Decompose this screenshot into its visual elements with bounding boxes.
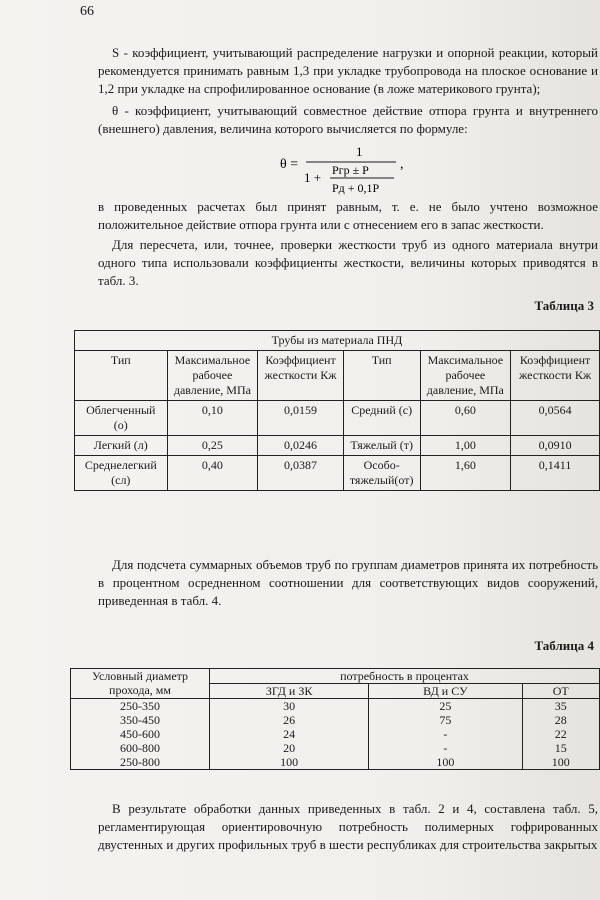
table4-cell: 28	[522, 713, 599, 727]
table4-cell: 26	[210, 713, 369, 727]
table4-caption: Таблица 4	[534, 638, 594, 653]
table4-subheader-cell: ВД и СУ	[369, 684, 522, 699]
table-4	[70, 668, 600, 770]
table4-cell: 35	[522, 699, 599, 714]
table-row	[75, 401, 600, 436]
table-row	[71, 755, 600, 770]
table-row	[71, 699, 600, 714]
table3-cell: Особо-тяжелый(от)	[343, 456, 420, 491]
table4-cell: 450-600	[71, 727, 210, 741]
table4-cell: 100	[522, 755, 599, 770]
paragraph-s-coefficient: S - коэффициент, учитывающий распределение нагрузки и опорной реакции, который рекомендуется принимать равным 1,3 при укладке трубопровода на плоское основание и 1,2 при укладке на спрофилированное основание (в ложе материкового грунта);	[98, 45, 598, 96]
table4-subheader-cell: ЗГД и ЗК	[210, 684, 369, 699]
table4-cell: -	[369, 727, 522, 741]
formula-inner-denominator: Pд + 0,1P	[332, 181, 380, 195]
table4-cell: 100	[369, 755, 522, 770]
table3-cell: Легкий (л)	[75, 436, 168, 456]
table4-cell: 25	[369, 699, 522, 714]
table4-cell: 350-450	[71, 713, 210, 727]
table3-cell: Средний (с)	[343, 401, 420, 436]
page-number: 66	[80, 4, 94, 19]
table4-cell: 20	[210, 741, 369, 755]
formula-trailing: ,	[400, 157, 404, 172]
table4-cell: 75	[369, 713, 522, 727]
table4-cell: 600-800	[71, 741, 210, 755]
formula-lhs: θ =	[280, 157, 299, 172]
table3-header-cell: Максимальное рабочее давление, МПа	[167, 351, 258, 401]
table3-cell: 0,0910	[511, 436, 600, 456]
table3-cell: 0,10	[167, 401, 258, 436]
table3-cell: 1,60	[420, 456, 511, 491]
table-row	[71, 727, 600, 741]
table3-header-row	[75, 351, 600, 401]
table3-cell: 0,40	[167, 456, 258, 491]
table3-cell: 0,25	[167, 436, 258, 456]
table3-cell: Облегченный (о)	[75, 401, 168, 436]
formula-inner-numerator: Pгр ± P	[332, 163, 369, 177]
table4-cell: 22	[522, 727, 599, 741]
table-row	[71, 741, 600, 755]
paragraph-recalc: Для пересчета, или, точнее, проверки жесткости труб из одного материала внутри одного типа использовали коэффициенты жесткости, величины которых приводятся в табл. 3.	[98, 237, 598, 288]
paragraph-after-formula: в проведенных расчетах был принят равным, т. е. не было учтено возможное положительное действие отпора грунта или с отнесением его в запас жесткости.	[98, 199, 598, 232]
table4-cell: 15	[522, 741, 599, 755]
table4-cell: 24	[210, 727, 369, 741]
paragraph-theta-coefficient: θ - коэффициент, учитывающий совместное действие отпора грунта и внутреннего (внешнего) давления, величина которого вычисляется по формуле:	[98, 103, 598, 136]
formula-numerator: 1	[356, 144, 363, 159]
formula-denominator-prefix: 1 +	[304, 170, 322, 185]
table3-cell: 0,60	[420, 401, 511, 436]
table3-cell: 1,00	[420, 436, 511, 456]
table3-title: Трубы из материала ПНД	[75, 331, 600, 351]
paragraph-result: В результате обработки данных приведенных в табл. 2 и 4, составлена табл. 5, регламентирующая ориентировочную потребность полимерных гофрированных двустенных и других профильных труб в шести республиках для строительства закрытых	[98, 801, 598, 852]
table-3	[74, 330, 600, 491]
table3-caption: Таблица 3	[534, 298, 594, 313]
table3-header-cell: Максимальное рабочее давление, МПа	[420, 351, 511, 401]
theta-formula	[280, 140, 420, 200]
table3-cell: 0,0246	[258, 436, 344, 456]
table4-cell: -	[369, 741, 522, 755]
table3-header-cell: Коэффициент жесткости Кж	[258, 351, 344, 401]
table4-subheader-cell: ОТ	[522, 684, 599, 699]
table4-header-diameter: Условный диаметр прохода, мм	[71, 669, 210, 699]
table4-cell: 250-800	[71, 755, 210, 770]
table4-cell: 100	[210, 755, 369, 770]
table3-cell: 0,0564	[511, 401, 600, 436]
table3-cell: Среднелегкий (сл)	[75, 456, 168, 491]
table-row	[75, 436, 600, 456]
table4-cell: 250-350	[71, 699, 210, 714]
table4-header-group: потребность в процентах	[210, 669, 600, 684]
table3-cell: 0,0159	[258, 401, 344, 436]
table3-header-cell: Тип	[75, 351, 168, 401]
table4-cell: 30	[210, 699, 369, 714]
table3-header-cell: Коэффициент жесткости Кж	[511, 351, 600, 401]
table-row	[71, 713, 600, 727]
table3-cell: 0,0387	[258, 456, 344, 491]
table-row	[75, 456, 600, 491]
table3-header-cell: Тип	[343, 351, 420, 401]
table3-cell: 0,1411	[511, 456, 600, 491]
paragraph-volumes: Для подсчета суммарных объемов труб по группам диаметров принята их потребность в процентном осредненном соотношении для соответствующих видов сооружений, приведенная в табл. 4.	[98, 557, 598, 608]
table3-cell: Тяжелый (т)	[343, 436, 420, 456]
